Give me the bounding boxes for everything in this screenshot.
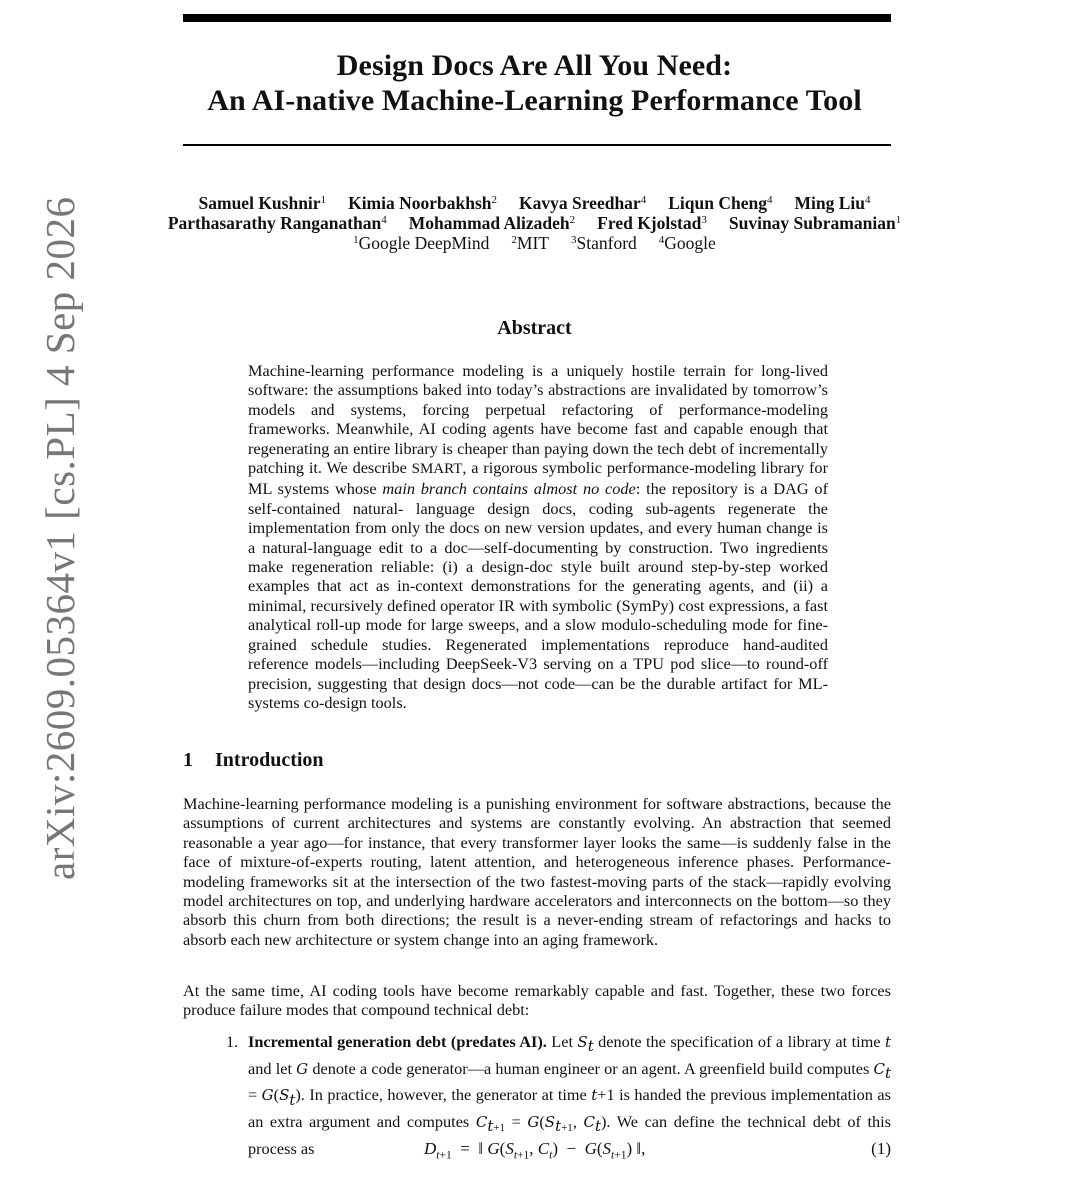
section-title: Introduction: [215, 749, 324, 771]
author-name: Fred Kjolstad: [597, 213, 702, 233]
title-bottom-rule: [183, 144, 891, 146]
affiliation-number: 4: [658, 234, 665, 246]
affiliation-name: Stanford: [576, 233, 637, 253]
list-text: denote a code generator—a human engineer or an agent. A greenfield build computes: [308, 1058, 874, 1078]
list-text: Let: [546, 1032, 578, 1051]
abstract-body: [248, 361, 828, 712]
system-name: SMART: [411, 461, 463, 478]
author-block: [0, 193, 1069, 253]
abstract-text: Machine-learning performance modeling is a uniquely hostile terrain for long-lived software: the assumptions baked into today’s abstractions are invalidated by tomorrow’s models and systems, forcing perpetual refactoring of performance-modeling frameworks. Meanwhile, AI coding agents have become fast and capable enough that regenerating an entire library is cheaper than paying down the tech debt of incrementally patching it. We describe: [248, 361, 828, 478]
title-top-rule: [183, 14, 891, 22]
title-line-2: An AI-native Machine-Learning Performance Tool: [207, 84, 862, 117]
author-affiliation-mark: 4: [381, 214, 387, 226]
intro-paragraph-1: Machine-learning performance modeling is a punishing environment for software abstractions, because the assumptions of current architectures and systems are constantly evolving. An abstraction that seemed reasonable a year ago—for instance, that every transformer layer looks the same—is suddenly false in the face of mixture-of-experts routing, latent attention, and heterogeneous inference phases. Performance-modeling frameworks sit at the intersection of the two fastest-moving parts of the stack—rapidly evolving model architectures on top, and underlying hardware accelerators and interconnects on the bottom—so they absorb this churn from both directions; the result is a never-ending stream of refactorings and hacks to absorb each new architecture or system change into an aging framework.: [183, 794, 891, 949]
author-name: Kavya Sreedhar: [519, 193, 641, 213]
affiliation-number: 1: [353, 234, 359, 246]
affiliation-number: 3: [571, 234, 577, 246]
author-affiliation-mark: 4: [766, 194, 773, 206]
equation-1: [248, 1139, 891, 1161]
list-text: denote the specification of a library at time: [593, 1032, 885, 1051]
author-affiliation-mark: 2: [491, 194, 498, 206]
affiliation-number: 2: [511, 234, 517, 246]
section-heading: [183, 749, 324, 772]
equation-body: $D_{t+1}$ = ‖ $G(S_{t+1}$, $C_t) - G(S_{t+1})$ ‖,: [424, 1139, 646, 1162]
affiliation-name: Google DeepMind: [358, 233, 490, 253]
math-inline: t+1: [591, 1085, 615, 1105]
author-affiliation-mark: 4: [864, 194, 871, 206]
author-name: Mohammad Alizadeh: [408, 213, 570, 233]
list-text: and let: [248, 1058, 297, 1078]
author-affiliation-mark: 1: [320, 194, 327, 206]
arxiv-sidebar-stamp: arXiv:2609.05364v1 [cs.PL] 4 Sep 2026: [37, 196, 83, 880]
affiliations-row: [0, 233, 1069, 253]
list-text: is handed the previous implementation as an extra argument and computes: [248, 1085, 891, 1131]
list-text: . In practice, however, the generator at time: [300, 1085, 592, 1105]
author-affiliation-mark: 3: [701, 214, 707, 226]
author-name: Liqun Cheng: [668, 193, 767, 213]
author-name: Kimia Noorbakhsh: [348, 193, 492, 213]
equation-number: (1): [871, 1139, 891, 1158]
abstract-heading: Abstract: [497, 317, 572, 339]
math-inline: G: [296, 1059, 309, 1078]
author-affiliation-mark: 4: [640, 194, 647, 206]
section-number: 1: [183, 749, 193, 771]
author-row-1: [0, 193, 1069, 213]
author-name: Parthasarathy Ranganathan: [167, 213, 382, 233]
list-marker: 1.: [226, 1032, 239, 1051]
abstract-text: : the repository is a DAG of self-contained natural- language design docs, coding sub-agents regenerate the implementation from only the docs on new version updates, and every human change is a natural-language edit to a doc—self-documenting by construction. Two ingredients make regeneration reliable: (i) a design-doc style built around step-by-step worked examples that act as in-context demonstrations for the generating agents, and (ii) a minimal, recursively defined operator IR with symbolic (SymPy) cost expressions, a fast analytical roll-up mode for large sweeps, and a slow modulo-scheduling mode for fine-grained schedule studies. Regenerated implementations reproduce hand-audited reference models—including DeepSeek-V3 serving on a TPU pod slice—to round-off precision, suggesting that design docs—not code—can be the durable artifact for ML-systems co-design tools.: [248, 479, 828, 712]
author-name: Ming Liu: [794, 193, 865, 213]
author-row-2: [0, 213, 1069, 233]
paper-title: [0, 48, 1069, 118]
author-affiliation-mark: 2: [569, 214, 576, 226]
title-line-1: Design Docs Are All You Need:: [336, 49, 733, 82]
list-text: . We can define the technical debt of this process as: [248, 1111, 892, 1158]
abstract-emphasis: main branch contains almost no code: [382, 479, 636, 499]
math-inline: $S_t$: [577, 1033, 594, 1056]
math-inline: t: [884, 1033, 891, 1051]
abstract-text: , a rigorous symbolic performance-modeling library for ML systems whose: [248, 458, 828, 499]
intro-paragraph-2: At the same time, AI coding tools have become remarkably capable and fast. Together, these two forces produce failure modes that compound technical debt:: [183, 981, 891, 1020]
author-affiliation-mark: 1: [895, 214, 902, 226]
author-name: Suvinay Subramanian: [728, 213, 896, 233]
author-name: Samuel Kushnir: [198, 193, 321, 213]
list-item-lead: Incremental generation debt (predates AI).: [248, 1032, 547, 1051]
affiliation-name: Google: [664, 233, 716, 253]
math-inline: $C_t = G(S_t)$: [248, 1059, 891, 1109]
math-inline: $C_{t+1} = G(S_{t+1}$, $C_t$): [475, 1111, 607, 1136]
affiliation-name: MIT: [516, 233, 549, 253]
